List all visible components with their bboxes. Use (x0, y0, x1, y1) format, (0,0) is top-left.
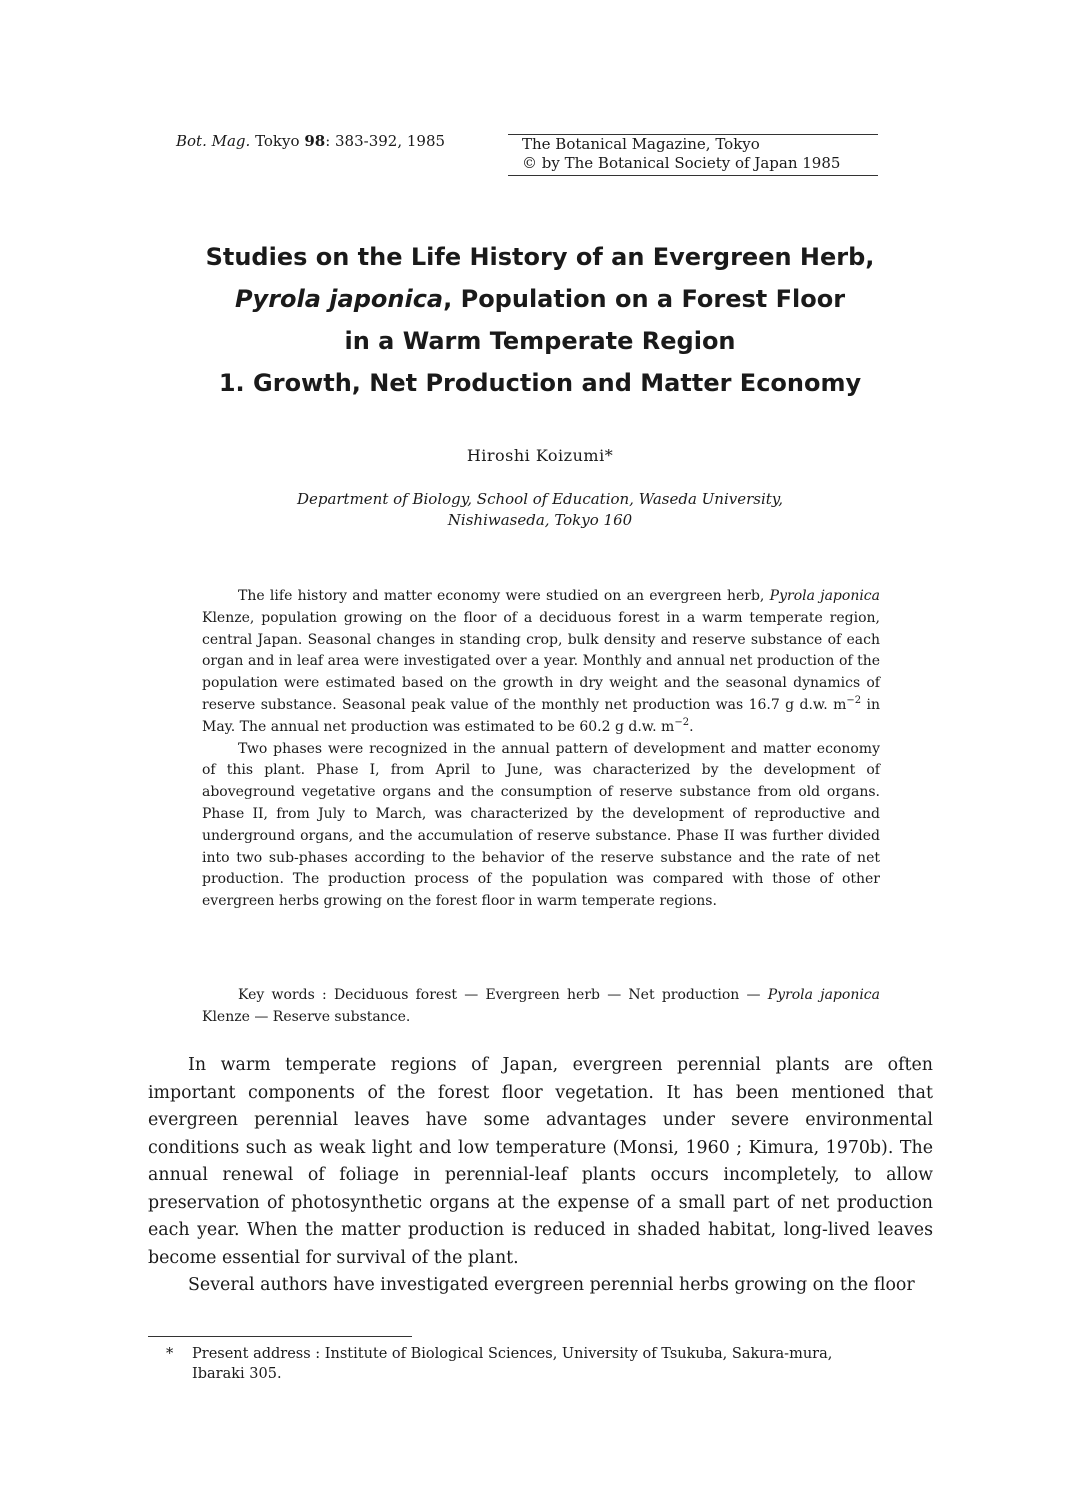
journal-citation (176, 132, 445, 150)
abstract-paragraph-2: Two phases were recognized in the annual pattern of development and matter economy of this plant. Phase I, from April to June, was characterized by the development of aboveground vegetative organs and the consumption of reserve substance from old organs. Phase II, from July to March, was characterized by the development of reproductive and underground organs, and the accumulation of reserve substance. Phase II was further divided into two sub-phases according to the behavior of the reserve substance and the rate of net production. The production process of the population was compared with those of other evergreen herbs growing on the forest floor in warm temperate regions. (202, 740, 880, 910)
title-species: Pyrola japonica (234, 285, 444, 313)
abstract-text: Klenze, population growing on the floor of a deciduous forest in a warm temperate region, central Japan. Seasonal changes in standing crop, bulk density and reserve substance of each organ and in leaf area were investigated over a year. Monthly and annual net production of the population were estimated based on the growth in dry weight and the seasonal dynamics of reserve substance. Seasonal peak value of the monthly net production was 16.7 g d.w. m (202, 609, 880, 713)
unit-exponent: −2 (846, 694, 862, 706)
keywords-list-end: Klenze — Reserve substance. (202, 1009, 411, 1025)
abstract-paragraph-1 (202, 586, 880, 739)
title-line-1: Studies on the Life History of an Evergreen Herb, (205, 243, 875, 271)
body-paragraph-1: In warm temperate regions of Japan, evergreen perennial plants are often important components of the forest floor vegetation. It has been mentioned that evergreen perennial leaves have some advantages under severe environmental conditions such as weak light and low temperature (Monsi, 1960 ; Kimura, 1970b). The annual renewal of foliage in perennial-leaf plants occurs incompletely, to allow preservation of photosynthetic organs at the expense of a small part of net production each year. When the matter production is reduced in shaded habitat, long-lived leaves become essential for survival of the plant. (148, 1055, 933, 1268)
title-line-2 (100, 278, 980, 320)
body-text (148, 1052, 933, 1300)
paper-title (100, 236, 980, 404)
journal-copyright-box (508, 134, 878, 176)
citation-journal: Bot. Mag. (176, 132, 251, 150)
title-line-3: in a Warm Temperate Region (344, 327, 736, 355)
copyright-line: © by The Botanical Society of Japan 1985 (522, 154, 841, 172)
keywords-species: Pyrola japonica (767, 987, 880, 1003)
footnote-text: Present address : Institute of Biological Sciences, University of Tsukuba, Sakura-mura, (192, 1346, 833, 1362)
author-footnote-mark: * (604, 446, 614, 465)
abstract (202, 586, 880, 913)
unit-exponent: −2 (674, 716, 690, 728)
footnote-line-2: Ibaraki 305. (192, 1366, 282, 1382)
body-paragraph-2: Several authors have investigated evergreen perennial herbs growing on the floor (188, 1275, 915, 1295)
author-name (0, 446, 1080, 465)
title-line-4: 1. Growth, Net Production and Matter Economy (218, 369, 862, 397)
footnote-mark: * (166, 1346, 174, 1362)
title-line-2-rest: , Population on a Forest Floor (443, 285, 846, 313)
keywords (202, 984, 880, 1028)
keywords-list: Deciduous forest — Evergreen herb — Net production — (333, 987, 768, 1003)
author-text: Hiroshi Koizumi (466, 446, 605, 465)
footnote-divider (148, 1336, 412, 1337)
affiliation-line-1: Department of Biology, School of Education, Waseda University, (296, 490, 784, 508)
footnote-line-1 (166, 1344, 920, 1364)
affiliation (0, 489, 1080, 531)
citation-city: Tokyo (250, 132, 305, 150)
abstract-text: in May. The annual net production was estimated to be 60.2 g d.w. m (202, 696, 880, 735)
abstract-species: Pyrola japonica (769, 588, 880, 604)
keywords-label: Key words : (238, 987, 334, 1003)
journal-name: The Botanical Magazine, Tokyo (522, 135, 760, 153)
footnote (166, 1344, 920, 1384)
citation-pages: : 383-392, 1985 (325, 132, 446, 150)
abstract-text: . (689, 718, 694, 735)
abstract-text: The life history and matter economy were studied on an evergreen herb, (238, 588, 770, 604)
citation-volume: 98 (304, 132, 326, 150)
affiliation-line-2: Nishiwaseda, Tokyo 160 (447, 511, 633, 529)
